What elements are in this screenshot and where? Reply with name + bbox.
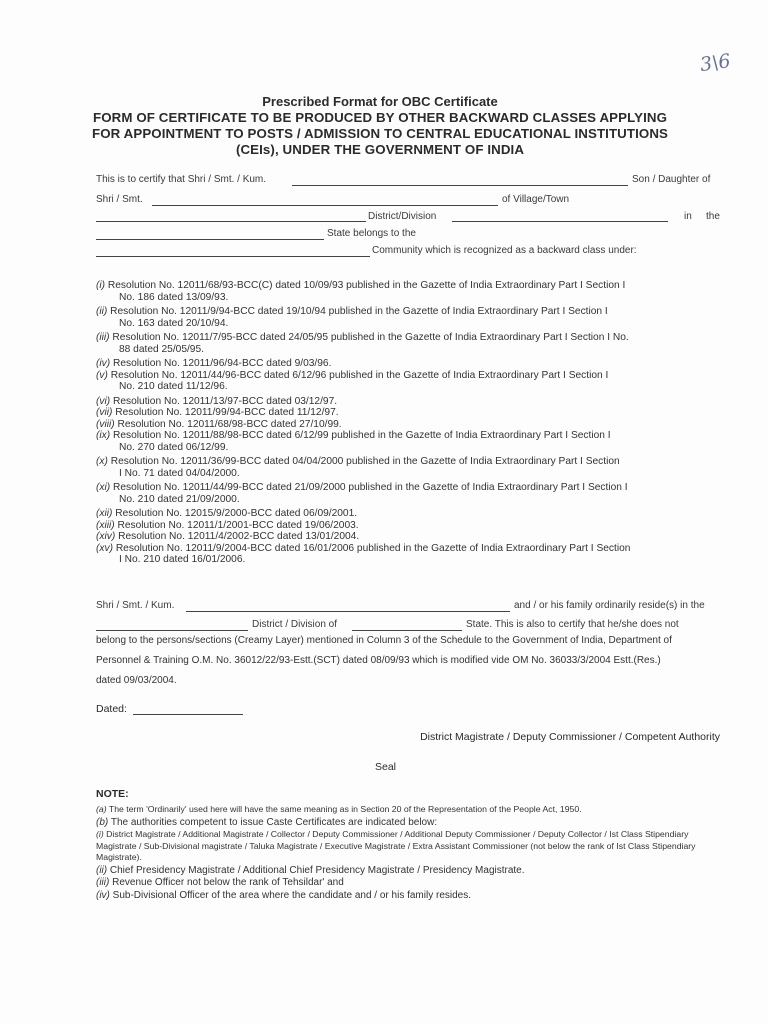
district-blank[interactable] — [452, 221, 668, 222]
list-item: (i) Resolution No. 12011/68/93-BCC(C) dated 10/09/93 published in the Gazette of India Extraordinary Part I Section I No. 186 dated 13/09/93. — [96, 280, 626, 303]
list-item: (ii) Chief Presidency Magistrate / Additional Chief Presidency Magistrate / Presidency Magistrate. — [96, 864, 525, 876]
village-blank[interactable] — [96, 221, 366, 222]
authority-signature: District Magistrate / Deputy Commissioner / Competent Authority — [420, 731, 720, 743]
list-item: (vii) Resolution No. 12011/99/94-BCC dated 11/12/97. — [96, 407, 339, 418]
resident-name-blank[interactable] — [186, 611, 510, 612]
date-blank[interactable] — [133, 714, 243, 715]
list-item: (xv) Resolution No. 12011/9/2004-BCC dated 16/01/2006 published in the Gazette of India Extraordinary Part I Section I No. 210 dated 16/01/2006. — [96, 542, 631, 565]
list-item: (iii) Resolution No. 12011/7/95-BCC dated 24/05/95 published in the Gazette of India Extraordinary Part I Section I No. 88 dated 25/05/95. — [96, 332, 629, 355]
certify-text: This is to certify that Shri / Smt. / Kum. — [96, 174, 267, 185]
list-item: (i) District Magistrate / Additional Magistrate / Collector / Deputy Commissioner / Additional Deputy Commissioner / Deputy Collector / Ist Class Stipendiary Magistrate / Sub-Divisional magistrate / Taluka Magistrate / Executive Magistrate / Extra Assistant Commissioner (not below the rank of Ist Class Stipendiary Magistrate). — [96, 829, 696, 862]
state-certify-text: State. This is also to certify that he/she does not — [466, 619, 679, 630]
list-item: (viii) Resolution No. 12011/68/98-BCC dated 27/10/99. — [96, 418, 342, 430]
community-blank[interactable] — [96, 256, 370, 257]
kum-label: Shri / Smt. / Kum. — [96, 600, 175, 611]
parent-name-blank[interactable] — [152, 205, 498, 206]
resolution-list — [96, 280, 720, 566]
list-item: (x) Resolution No. 12011/36/99-BCC dated 04/04/2000 published in the Gazette of India Extraordinary Part I Section I No. 71 dated 04/04/2000. — [96, 456, 620, 479]
note-heading: NOTE: — [96, 788, 129, 800]
district-label: District/Division — [368, 211, 437, 222]
list-item: (xiii) Resolution No. 12011/1/2001-BCC dated 19/06/2003. — [96, 519, 359, 531]
reside-text: and / or his family ordinarily reside(s) in the — [514, 600, 705, 611]
seal-label: Seal — [375, 761, 397, 773]
shri-smt-label: Shri / Smt. — [96, 194, 143, 205]
list-item: (v) Resolution No. 12011/44/96-BCC dated 6/12/96 published in the Gazette of India Extraordinary Part I Section I No. 210 dated 11/12/96. — [96, 369, 609, 392]
community-label: Community which is recognized as a backward class under: — [372, 245, 637, 256]
in-label: in — [684, 211, 692, 222]
list-item: (xii) Resolution No. 12015/9/2000-BCC dated 06/09/2001. — [96, 508, 358, 519]
state-belongs-label: State belongs to the — [327, 228, 416, 239]
list-item: (a) The term 'Ordinarily' used here will have the same meaning as in Section 20 of the Representation of the People Act, 1950. — [96, 804, 582, 814]
list-item: (b) The authorities competent to issue Caste Certificates are indicated below: — [96, 816, 438, 828]
district-of-label: District / Division of — [252, 619, 338, 630]
son-daughter-label: Son / Daughter of — [632, 174, 711, 185]
dated-label: Dated: — [96, 703, 127, 715]
list-item: (ii) Resolution No. 12011/9/94-BCC dated 19/10/94 published in the Gazette of India Extraordinary Part I Section I No. 163 dated 20/10/94. — [96, 306, 608, 329]
state-blank[interactable] — [96, 239, 324, 240]
village-label: of Village/Town — [502, 194, 570, 205]
notes-list — [96, 804, 720, 902]
list-item: (iv) Resolution No. 12011/96/94-BCC dated 9/03/96. — [96, 358, 332, 369]
list-item: (iv) Sub-Divisional Officer of the area where the candidate and / or his family resides. — [96, 889, 472, 901]
creamy-layer-text: belong to the persons/sections (Creamy Layer) mentioned in Column 3 of the Schedule to the Government of India, Department of Personnel & Training O.M. No. 36012/22/93-Estt.(SCT) dated 08/09/93 which is modified vide OM No. 36033/3/2004 Estt.(Res.) dated 09/03/2004. — [96, 635, 672, 686]
list-item: (xi) Resolution No. 12011/44/99-BCC dated 21/09/2000 published in the Gazette of India Extraordinary Part I Section I No. 210 dated 21/09/2000. — [96, 482, 628, 505]
the-label: the — [706, 211, 720, 222]
certificate-title: FORM OF CERTIFICATE TO BE PRODUCED BY OTHER BACKWARD CLASSES APPLYING FOR APPOINTMENT TO POSTS / ADMISSION TO CENTRAL EDUCATIONAL INSTITUTIONS (CEIs), UNDER THE GOVERNMENT OF INDIA — [91, 110, 669, 157]
list-item: (xiv) Resolution No. 12011/4/2002-BCC dated 13/01/2004. — [96, 531, 360, 542]
handwritten-page-number: 3\6 — [698, 49, 732, 77]
list-item: (iii) Revenue Officer not below the rank of Tehsildar' and — [96, 877, 344, 888]
list-item: (ix) Resolution No. 12011/88/98-BCC dated 6/12/99 published in the Gazette of India Extraordinary Part I Section I No. 270 dated 06/12/99. — [96, 430, 611, 453]
name-blank[interactable] — [292, 185, 628, 186]
list-item: (vi) Resolution No. 12011/13/97-BCC dated 03/12/97. — [96, 395, 338, 407]
format-title: Prescribed Format for OBC Certificate — [262, 94, 498, 109]
